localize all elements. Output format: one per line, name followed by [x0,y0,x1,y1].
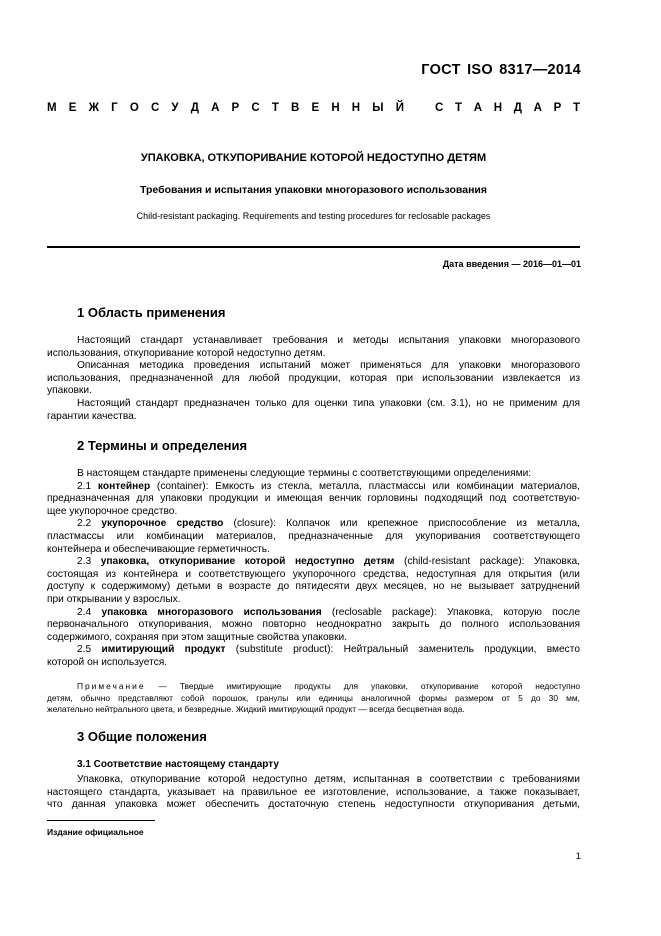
text-line: Упаковка, откупоривание которой недоступно детям, испытанная в соответствии с требованиями [77,774,580,785]
term-name: упаковка многоразового использования [101,606,322,618]
text-line: настоящего стандарта, указывает на правильное ее изготовление, использование, а также показывает, [47,786,580,798]
term-2-1-line [47,481,580,494]
section-1-title: 1 Область применения [77,305,226,320]
term-definition: (container): Емкость из стекла, металла, пластмассы или комбинации материалов, [156,480,581,492]
heading-letter: А [533,102,542,114]
text-line: щее укупорочное средство. [47,505,178,517]
term-definition: (child-resistant package): Упаковка, [403,556,581,568]
term-number: 2.1 [77,480,92,492]
page-number: 1 [575,851,581,862]
heading-letter: А [473,102,483,114]
interstate-standard-heading [47,102,580,114]
section-3-body [47,774,580,812]
heading-letter: Ы [372,102,384,114]
text-line: пластмассы или комбинации материалов, предназначенные для укупоривания соответствующего [47,530,580,542]
heading-letter: А [211,102,220,114]
heading-letter: С [150,102,160,114]
footer-divider [47,820,155,821]
section-3-title: 3 Общие положения [77,729,207,744]
heading-letter: Е [311,102,320,114]
subsection-3-1-title: 3.1 Соответствие настоящему стандарту [77,759,279,770]
term-definition: (closure): Колпачок или крепежное приспособление из металла, [233,518,580,530]
term-definition: (substitute product): Нейтральный заменитель продукции, вместо [235,644,580,656]
text-line: Настоящий стандарт предназначен только для оценки типа упаковки (см. 3.1), но не применим для [77,397,580,409]
term-number: 2.2 [77,518,92,530]
section-2-body [47,468,580,670]
date-of-introduction: Дата введения — 2016—01—01 [442,259,581,269]
note-block [47,681,580,716]
note-label: Примечание [77,681,146,691]
term-number: 2.4 [77,606,92,618]
text-line: содержимого, сохраняя при этом защитные свойства упаковки. [47,631,348,643]
heading-letter: Р [231,102,240,114]
term-name: укупорочное средство [101,518,224,530]
heading-word-interstate [47,102,404,114]
heading-letter: Н [331,102,340,114]
note-line: желательно нейтрального цвета, и безвредные. Жидкий имитирующий продукт — всегда бесцветная вода. [47,704,465,714]
text-line: упаковки. [47,385,92,397]
heading-letter: М [47,102,57,114]
term-2-4-line [47,607,580,620]
heading-letter: Г [111,102,118,114]
term-number: 2.3 [77,556,92,568]
official-edition-label: Издание официальное [47,827,144,837]
section-1-body [47,335,580,423]
heading-letter: Н [493,102,503,114]
document-title: УПАКОВКА, ОТКУПОРИВАНИЕ КОТОРОЙ НЕДОСТУПНО ДЕТЯМ [140,152,487,164]
heading-letter: Ж [88,102,99,114]
heading-letter: У [171,102,179,114]
text-line: которой он используется. [47,656,168,668]
heading-letter: Е [68,102,77,114]
english-title: Child-resistant packaging. Requirements and testing procedures for reclosable packages [136,211,491,221]
text-line: состоящая из контейнера и соответствующего укупорочного средства, недоступная для открытия (или [47,568,580,580]
term-2-3-line [47,556,580,569]
heading-letter: О [129,102,139,114]
text-line: предназначенная для упаковки продукции и имеющая венчик горловины подходящий под соответствую- [47,493,580,505]
term-name: контейнер [97,480,151,492]
heading-letter: Н [351,102,361,114]
title-divider [47,246,580,248]
text-line: гарантии качества. [47,410,137,422]
heading-letter: Р [553,102,562,114]
note-line [47,681,580,693]
term-number: 2.5 [77,644,92,656]
text-line: контейнера и обеспечивающие герметичность. [47,543,270,555]
note-text: — Твердые имитирующие продукты для упаковки, откупоривание которой недоступно [158,681,580,691]
text-line: первоначального откупоривания, можно повторно неоднократно закрыть до полного использования [47,619,580,631]
term-2-2-line [47,518,580,531]
section-2-title: 2 Термины и определения [77,438,248,453]
document-subtitle: Требования и испытания упаковки многоразового использования [139,184,488,196]
text-line: использования, предназначенной для любой продукции, которая при использовании извлекается из [47,372,580,384]
text-line: Описанная методика проведения испытаний может применяться для упаковки многоразового [77,360,580,372]
term-definition: (reclosable package): Упаковка, которую после [331,606,580,618]
heading-letter: Т [455,102,463,114]
text-line: что данная упаковка может обеспечить достаточную степень недоступности откупоривания детьми, [47,799,580,811]
heading-letter: С [435,102,444,114]
text-line: при открывании у взрослых. [47,593,181,605]
text-line: использования, откупоривание которой недоступно детям. [47,347,326,359]
heading-letter: В [291,102,300,114]
term-name: упаковка, откупоривание которой недоступно детям [100,556,395,568]
note-line: детям, обычно представляют собой порошок, гранулы или единицы аналогичной формы размером от 5 до 30 мм, [47,692,580,703]
heading-letter: Д [513,102,522,114]
term-2-5-line [47,644,580,657]
heading-letter: Т [271,102,279,114]
term-name: имитирующий продукт [101,644,226,656]
heading-letter: С [251,102,260,114]
terms-intro: В настоящем стандарте применены следующие термины с соответствующими определениями: [77,468,532,479]
gost-code: ГОСТ ISO 8317—2014 [421,62,581,78]
heading-letter: Й [395,102,404,114]
text-line: Настоящий стандарт устанавливает требования и методы испытания упаковки многоразового [77,335,580,346]
heading-letter: Д [190,102,199,114]
text-line: доступу к содержимому) детьми в возрасте до пятидесяти двух месяцев, но не вызывает затруднений [47,581,580,593]
heading-word-standard [435,102,580,114]
heading-letter: Т [572,102,580,114]
